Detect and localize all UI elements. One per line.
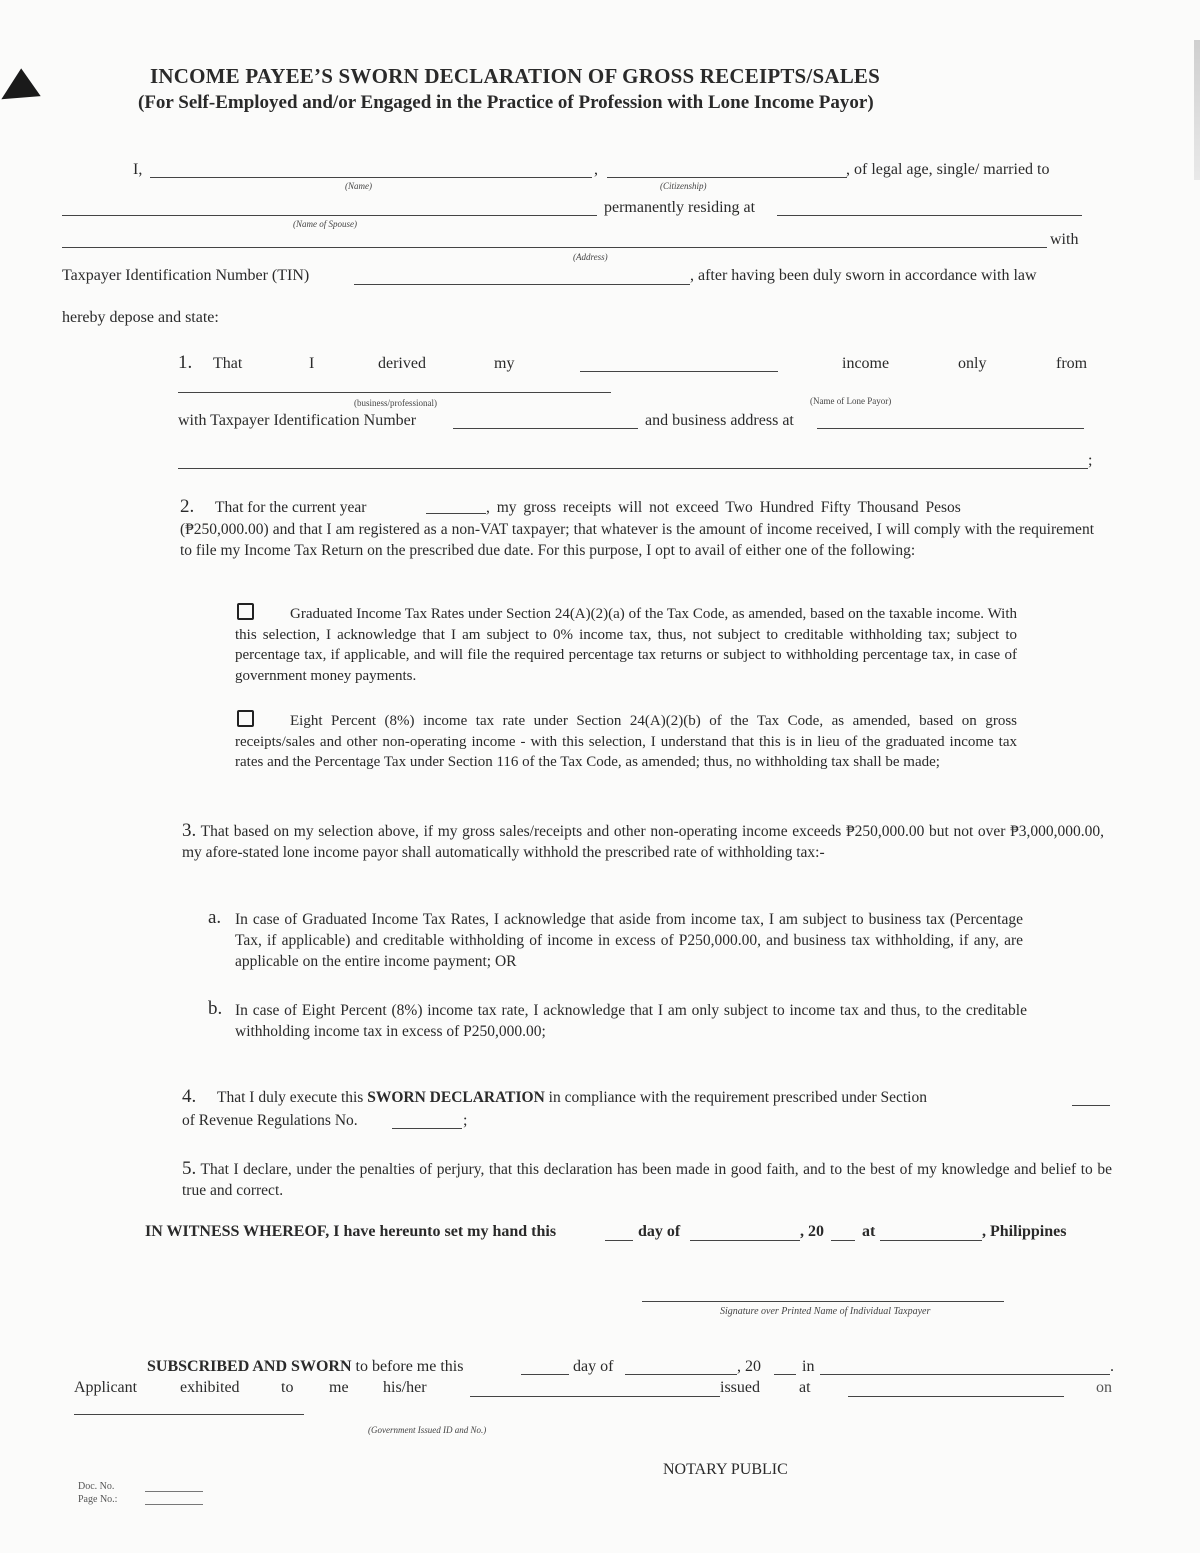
intro-i: I, bbox=[133, 161, 143, 178]
witness-d: at bbox=[862, 1223, 876, 1240]
item5-body: That I declare, under the penalties of perjury, that this declaration has been made in good faith, and to the best of my knowledge and belief to be true and correct. bbox=[182, 1161, 1112, 1199]
item4-text bbox=[217, 1089, 927, 1107]
residing-text: permanently residing at bbox=[604, 199, 756, 216]
notary-public-label: NOTARY PUBLIC bbox=[663, 1461, 788, 1478]
jurat-place-field[interactable] bbox=[820, 1374, 1110, 1375]
option-a-text: Graduated Income Tax Rates under Section 24(A)(2)(a) of the Tax Code, as amended, based on the taxable income. With this selection, I acknowledge that I am subject to 0% income tax, thus, not subject to creditable withholding tax; subject to percentage tax, if applicable, and will file the required percentage tax returns or subject to withholding percentage tax, in case of government money payments. bbox=[235, 606, 1017, 684]
jurat-month-field[interactable] bbox=[625, 1374, 737, 1375]
jurat-word: his/her bbox=[383, 1379, 427, 1396]
doc-no-field[interactable] bbox=[145, 1491, 203, 1492]
spouse-caption: (Name of Spouse) bbox=[293, 219, 357, 229]
jurat-d: in bbox=[802, 1358, 815, 1375]
regulation-field[interactable] bbox=[392, 1128, 462, 1129]
payor-caption: (Name of Lone Payor) bbox=[810, 396, 892, 406]
page-no-field[interactable] bbox=[145, 1504, 203, 1505]
item4-bold: SWORN DECLARATION bbox=[367, 1089, 545, 1106]
doc-no-label: Doc. No. bbox=[78, 1481, 115, 1492]
item1-word: income bbox=[842, 355, 890, 372]
business-type-field[interactable] bbox=[178, 392, 611, 393]
jurat-word: exhibited bbox=[180, 1379, 240, 1396]
year-field[interactable] bbox=[426, 513, 486, 514]
witness-b: day of bbox=[638, 1223, 681, 1240]
sworn-text: , after having been duly sworn in accordance with law bbox=[690, 267, 1037, 284]
item3-number: 3. bbox=[182, 820, 197, 841]
jurat-year-field[interactable] bbox=[774, 1374, 796, 1375]
address-caption: (Address) bbox=[573, 252, 608, 262]
address-field[interactable] bbox=[62, 247, 1047, 248]
tin-field[interactable] bbox=[354, 284, 690, 285]
section-field[interactable] bbox=[1072, 1105, 1110, 1106]
item1-end: ; bbox=[1088, 452, 1093, 469]
item4-pre: That I duly execute this bbox=[217, 1089, 364, 1106]
witness-e: , Philippines bbox=[982, 1223, 1067, 1240]
form-subtitle: (For Self-Employed and/or Engaged in the Practice of Profession with Lone Income Payor) bbox=[138, 92, 874, 113]
item3-body: That based on my selection above, if my gross sales/receipts and other non-operating income exceeds ₱250,000.00 but not over ₱3,000,000.00, my afore-stated lone income payor shall automatically withhold the prescribed rate of withholding tax:- bbox=[182, 823, 1104, 861]
item4-line2: of Revenue Regulations No. bbox=[182, 1112, 358, 1129]
item1-word: my bbox=[494, 355, 515, 372]
item1-word: derived bbox=[378, 355, 426, 372]
signature-caption: Signature over Printed Name of Individual Taxpayer bbox=[720, 1306, 931, 1317]
item1-number: 1. bbox=[178, 352, 193, 373]
payor-field[interactable] bbox=[580, 371, 778, 372]
signature-line[interactable] bbox=[642, 1301, 1004, 1302]
payor-address-field-2[interactable] bbox=[178, 468, 1088, 469]
witness-month-field[interactable] bbox=[690, 1240, 800, 1241]
jurat-on: on bbox=[1096, 1379, 1112, 1396]
page-no-label: Page No.: bbox=[78, 1494, 118, 1505]
item1-word: That bbox=[213, 355, 243, 372]
item4-post: in compliance with the requirement prescribed under Section bbox=[548, 1089, 927, 1106]
witness-place-field[interactable] bbox=[880, 1240, 982, 1241]
issued-place-field[interactable] bbox=[848, 1396, 1064, 1397]
item3b-text: In case of Eight Percent (8%) income tax rate, I acknowledge that I am only subject to income tax and thus, to the creditable withholding income tax in excess of P250,000.00; bbox=[235, 1002, 1027, 1040]
jurat-a: to before me this bbox=[355, 1358, 464, 1375]
item2-first: That for the current year bbox=[215, 499, 367, 516]
item1-word: I bbox=[309, 355, 315, 372]
jurat-day-field[interactable] bbox=[521, 1374, 569, 1375]
jurat-bold: SUBSCRIBED AND SWORN bbox=[147, 1358, 352, 1375]
witness-year-field[interactable] bbox=[831, 1240, 855, 1241]
legal-age-text: , of legal age, single/ married to bbox=[846, 161, 1050, 178]
citizenship-caption: (Citizenship) bbox=[660, 181, 707, 191]
item1-word: from bbox=[1056, 355, 1088, 372]
jurat-word: to bbox=[281, 1379, 294, 1396]
item5-text bbox=[182, 1158, 1112, 1201]
item2-text: (₱250,000.00) and that I am registered as a non-VAT taxpayer; that whatever is the amount of income received, I will comply with the requirement to file my Income Tax Return on the prescribed due date. For this purpose, I opt to avail of either one of the following: bbox=[180, 521, 1094, 559]
business-caption: (business/professional) bbox=[354, 398, 437, 408]
jurat-word: me bbox=[329, 1379, 349, 1396]
item3-text bbox=[182, 820, 1104, 863]
option-b-text: Eight Percent (8%) income tax rate under Section 24(A)(2)(b) of the Tax Code, as amended, based on gross receipts/sales and other non-operating income - with this selection, I understand that this is in lieu of the graduated income tax rates and the Percentage Tax under Section 116 of the Tax Code, as amended; thus, no withholding tax shall be made; bbox=[235, 713, 1017, 770]
jurat-issued: issued bbox=[720, 1379, 760, 1396]
spouse-field[interactable] bbox=[62, 215, 597, 216]
item5-number: 5. bbox=[182, 1158, 197, 1179]
citizenship-field[interactable] bbox=[607, 177, 847, 178]
depose-text: hereby depose and state: bbox=[62, 309, 219, 326]
item4-end: ; bbox=[463, 1112, 468, 1129]
jurat-b: day of bbox=[573, 1358, 614, 1375]
form-title: INCOME PAYEE’S SWORN DECLARATION OF GROSS RECEIPTS/SALES bbox=[150, 64, 881, 88]
with-text: with bbox=[1050, 231, 1079, 248]
item1-tin-label: with Taxpayer Identification Number bbox=[178, 412, 417, 429]
jurat-at: at bbox=[799, 1379, 811, 1396]
item3a-text: In case of Graduated Income Tax Rates, I acknowledge that aside from income tax, I am subject to business tax (Percentage Tax, if applicable) and creditable withholding of income in excess of P250,000.00, and business tax withholding, if any, are applicable on the entire income payment; OR bbox=[235, 911, 1023, 970]
item1-address-label: and business address at bbox=[645, 412, 794, 429]
tin-label: Taxpayer Identification Number (TIN) bbox=[62, 267, 310, 284]
residence-field[interactable] bbox=[777, 215, 1082, 216]
item3b-label: b. bbox=[208, 998, 223, 1019]
witness-day-field[interactable] bbox=[605, 1240, 633, 1241]
witness-c: , 20 bbox=[800, 1223, 824, 1240]
government-id-field[interactable] bbox=[470, 1396, 720, 1397]
name-field[interactable] bbox=[150, 177, 592, 178]
jurat-line1 bbox=[147, 1358, 463, 1376]
jurat-c: , 20 bbox=[737, 1358, 761, 1375]
jurat-word: Applicant bbox=[74, 1379, 138, 1396]
payor-address-field[interactable] bbox=[817, 428, 1084, 429]
intro-comma: , bbox=[594, 161, 598, 178]
scan-corner-mark bbox=[0, 68, 41, 115]
jurat-dot: . bbox=[1110, 1358, 1114, 1375]
payor-tin-field[interactable] bbox=[453, 428, 638, 429]
issued-date-field[interactable] bbox=[74, 1414, 304, 1415]
item2-number: 2. bbox=[180, 496, 195, 517]
scan-edge-mark bbox=[1194, 40, 1200, 180]
government-id-caption: (Government Issued ID and No.) bbox=[368, 1425, 487, 1435]
item4-number: 4. bbox=[182, 1086, 197, 1107]
item3a-label: a. bbox=[208, 907, 222, 928]
name-caption: (Name) bbox=[345, 181, 372, 191]
item1-word: only bbox=[958, 355, 987, 372]
item2-after-year: , my gross receipts will not exceed Two Hundred Fifty Thousand Pesos bbox=[486, 499, 961, 516]
witness-a: IN WITNESS WHEREOF, I have hereunto set my hand this bbox=[145, 1223, 557, 1240]
